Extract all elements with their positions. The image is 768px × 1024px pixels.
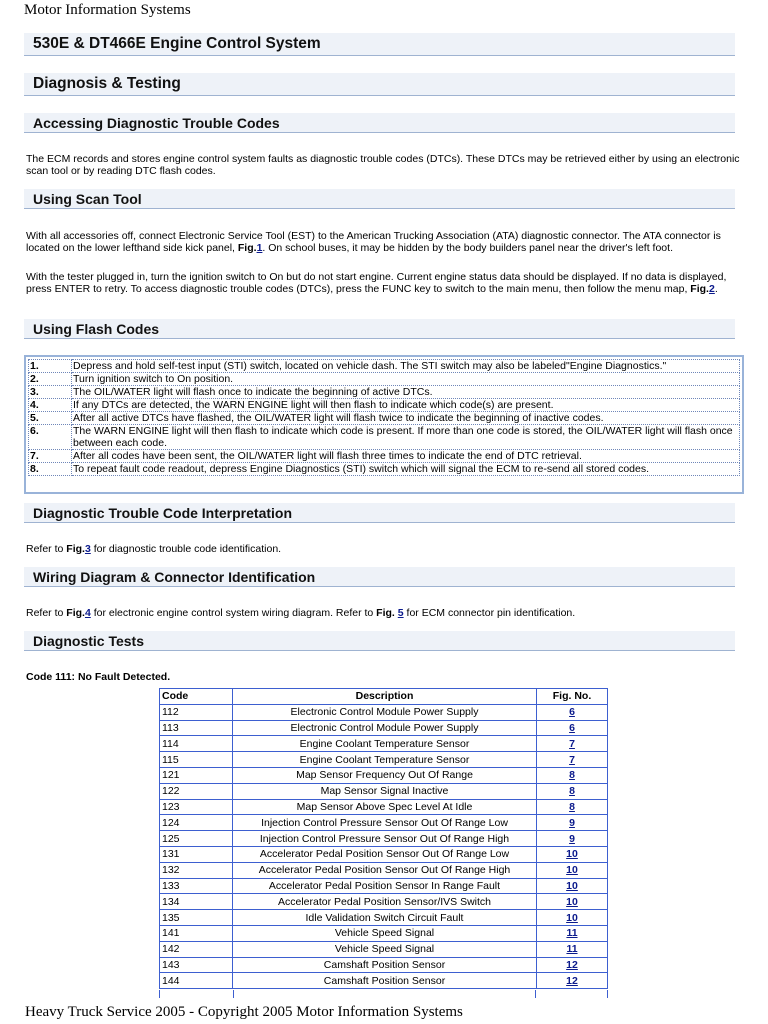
- scan-tool-text: .: [714, 283, 718, 295]
- step-row: [29, 399, 740, 412]
- fig-link[interactable]: 7: [569, 737, 575, 750]
- fig-3-link[interactable]: 3: [84, 543, 91, 555]
- table-row: [160, 799, 608, 815]
- step-row: [29, 425, 740, 450]
- accessing-heading: [24, 113, 735, 133]
- table-row: [160, 720, 608, 736]
- fig-ref: [238, 242, 263, 254]
- fig-link[interactable]: 11: [566, 943, 578, 956]
- steps-body: [29, 360, 740, 476]
- fig-link[interactable]: 9: [569, 832, 575, 845]
- description-cell: Camshaft Position Sensor: [233, 957, 537, 973]
- code-cell: 133: [160, 878, 233, 894]
- codes-header-row: [160, 689, 608, 705]
- fig-link[interactable]: 9: [569, 816, 575, 829]
- description-cell: Vehicle Speed Signal: [233, 941, 537, 957]
- fig-ref: [66, 543, 91, 555]
- table-row: [160, 862, 608, 878]
- table-row: [160, 767, 608, 783]
- description-cell: Engine Coolant Temperature Sensor: [233, 752, 537, 768]
- step-row: [29, 412, 740, 425]
- table-row: [160, 815, 608, 831]
- document-title-text: 530E & DT466E Engine Control System: [33, 35, 321, 52]
- flash-code-steps: [24, 355, 744, 494]
- fig-cell: [537, 925, 608, 941]
- scan-tool-paragraph-1: [26, 230, 742, 254]
- fig-cell: [537, 752, 608, 768]
- col-description: Description: [233, 689, 537, 705]
- fig-link[interactable]: 10: [566, 895, 578, 908]
- fig-link[interactable]: 10: [566, 864, 578, 877]
- interpretation-heading: [24, 503, 735, 523]
- step-number: 1.: [29, 360, 72, 373]
- fig-label: Fig.: [66, 543, 85, 555]
- fig-ref: [690, 283, 715, 295]
- fig-label: Fig.: [66, 607, 85, 619]
- code-cell: 123: [160, 799, 233, 815]
- table-row: [160, 878, 608, 894]
- fig-label: Fig.: [237, 242, 257, 254]
- code-cell: 135: [160, 910, 233, 926]
- diagnostic-tests-heading-text: Diagnostic Tests: [33, 632, 144, 649]
- fig-cell: [537, 894, 608, 910]
- table-row: [160, 925, 608, 941]
- interpretation-text: Refer to: [26, 543, 67, 555]
- wiring-paragraph: [26, 607, 742, 619]
- wiring-text: for electronic engine control system wiring diagram. Refer to: [90, 607, 377, 619]
- fig-link[interactable]: 11: [566, 927, 578, 940]
- fig-ref: [376, 607, 403, 619]
- col-code: Code: [160, 689, 233, 705]
- fig-ref: [66, 607, 91, 619]
- wiring-text: Refer to: [26, 607, 67, 619]
- code-cell: 124: [160, 815, 233, 831]
- step-row: [29, 373, 740, 386]
- description-cell: Map Sensor Frequency Out Of Range: [233, 767, 537, 783]
- table-row: [160, 973, 608, 989]
- document-title: [24, 33, 735, 56]
- scan-tool-text: With the tester plugged in, turn the ignition switch to On but do not start engine. Current engine status data should be displayed. If no data is displayed, press ENTER to retry. To access diagnostic trouble codes (DTCs), press the FUNC key to switch to the main menu, then follow the menu map,: [26, 271, 727, 295]
- scan-tool-paragraph-2: [26, 271, 742, 295]
- site-header: Motor Information Systems: [24, 2, 191, 18]
- table-row: [160, 783, 608, 799]
- section-heading: [24, 73, 735, 96]
- scan-tool-text: With all accessories off, connect Electronic Service Tool (EST) to the American Trucking Association (ATA) diagnostic connector. The ATA connector is located on the lower lefthand side kick panel,: [26, 230, 721, 254]
- fig-cell: [537, 846, 608, 862]
- step-number: 8.: [29, 463, 72, 476]
- description-cell: Vehicle Speed Signal: [233, 925, 537, 941]
- description-cell: Injection Control Pressure Sensor Out Of Range Low: [233, 815, 537, 831]
- code-cell: 113: [160, 720, 233, 736]
- code-cell: 134: [160, 894, 233, 910]
- fig-link[interactable]: 7: [569, 753, 575, 766]
- code-cell: 142: [160, 941, 233, 957]
- table-row: [160, 957, 608, 973]
- description-cell: Accelerator Pedal Position Sensor In Range Fault: [233, 878, 537, 894]
- accessing-heading-text: Accessing Diagnostic Trouble Codes: [33, 114, 280, 131]
- fig-link[interactable]: 6: [569, 706, 575, 719]
- description-cell: Map Sensor Signal Inactive: [233, 783, 537, 799]
- section-heading-text: Diagnosis & Testing: [33, 75, 181, 92]
- step-row: [29, 360, 740, 373]
- code-cell: 121: [160, 767, 233, 783]
- step-number: 4.: [29, 399, 72, 412]
- scan-tool-heading-text: Using Scan Tool: [33, 190, 142, 207]
- fig-5-link[interactable]: 5: [397, 607, 404, 619]
- codes-body: [160, 704, 608, 988]
- interpretation-heading-text: Diagnostic Trouble Code Interpretation: [33, 504, 293, 521]
- fig-cell: [537, 815, 608, 831]
- step-text: The WARN ENGINE light will then flash to indicate which code is present. If more than one code is stored, the OIL/WATER light will flash once between each code.: [72, 425, 740, 450]
- description-cell: Accelerator Pedal Position Sensor Out Of Range High: [233, 862, 537, 878]
- step-text: To repeat fault code readout, depress Engine Diagnostics (STI) switch which will signal the ECM to re-send all stored codes.: [72, 463, 740, 476]
- fig-cell: [537, 720, 608, 736]
- fig-cell: [537, 799, 608, 815]
- fig-link[interactable]: 10: [566, 848, 578, 861]
- description-cell: Electronic Control Module Power Supply: [233, 704, 537, 720]
- step-row: [29, 450, 740, 463]
- interpretation-text: for diagnostic trouble code identification.: [90, 543, 282, 555]
- step-text: Depress and hold self-test input (STI) switch, located on vehicle dash. The STI switch may also be labeled"Engine Diagnostics.": [72, 360, 740, 373]
- fig-cell: [537, 736, 608, 752]
- fig-label: Fig.: [690, 283, 709, 295]
- fig-link[interactable]: 8: [569, 769, 575, 782]
- table-row: [160, 910, 608, 926]
- step-number: 5.: [29, 412, 72, 425]
- code-cell: 141: [160, 925, 233, 941]
- table-row: [160, 894, 608, 910]
- fig-link[interactable]: 6: [569, 721, 575, 734]
- fig-cell: [537, 910, 608, 926]
- step-row: [29, 386, 740, 399]
- table-row: [160, 736, 608, 752]
- step-text: Turn ignition switch to On position.: [72, 373, 740, 386]
- table-row: [160, 704, 608, 720]
- table-row: [160, 752, 608, 768]
- accessing-paragraph: The ECM records and stores engine control system faults as diagnostic trouble codes (DTCs). These DTCs may be retrieved either by using an electronic scan tool or by reading DTC flash codes.: [26, 153, 740, 177]
- code-cell: 144: [160, 973, 233, 989]
- fig-label: Fig.: [376, 607, 398, 619]
- step-text: After all active DTCs have flashed, the OIL/WATER light will flash twice to indicate the beginning of inactive codes.: [72, 412, 740, 425]
- fig-cell: [537, 973, 608, 989]
- code-cell: 132: [160, 862, 233, 878]
- code-cell: 112: [160, 704, 233, 720]
- fig-2-link[interactable]: 2: [708, 283, 715, 295]
- description-cell: Idle Validation Switch Circuit Fault: [233, 910, 537, 926]
- code-cell: 125: [160, 831, 233, 847]
- table-row: [160, 831, 608, 847]
- description-cell: Engine Coolant Temperature Sensor: [233, 736, 537, 752]
- wiring-heading-text: Wiring Diagram & Connector Identification: [33, 568, 316, 585]
- fig-link[interactable]: 8: [569, 800, 575, 813]
- fig-cell: [537, 783, 608, 799]
- code-cell: 131: [160, 846, 233, 862]
- description-cell: Map Sensor Above Spec Level At Idle: [233, 799, 537, 815]
- page-footer: Heavy Truck Service 2005 - Copyright 2005 Motor Information Systems: [25, 1004, 463, 1020]
- table-row: [160, 846, 608, 862]
- fig-cell: [537, 862, 608, 878]
- steps-table: [28, 359, 740, 476]
- step-row: [29, 463, 740, 476]
- step-number: 3.: [29, 386, 72, 399]
- code-cell: 122: [160, 783, 233, 799]
- fig-1-link[interactable]: 1: [256, 242, 263, 254]
- fig-cell: [537, 878, 608, 894]
- diagnostic-tests-heading: [24, 631, 735, 651]
- description-cell: Camshaft Position Sensor: [233, 973, 537, 989]
- fig-cell: [537, 941, 608, 957]
- step-number: 6.: [29, 425, 72, 450]
- table-row: [160, 941, 608, 957]
- fig-cell: [537, 704, 608, 720]
- description-cell: Accelerator Pedal Position Sensor/IVS Switch: [233, 894, 537, 910]
- fig-cell: [537, 957, 608, 973]
- fig-link[interactable]: 12: [566, 974, 578, 987]
- description-cell: Accelerator Pedal Position Sensor Out Of Range Low: [233, 846, 537, 862]
- scan-tool-heading: [24, 189, 735, 209]
- step-number: 7.: [29, 450, 72, 463]
- interpretation-paragraph: [26, 543, 742, 555]
- codes-table-continuation: [159, 990, 608, 998]
- fig-cell: [537, 831, 608, 847]
- fig-4-link[interactable]: 4: [84, 607, 91, 619]
- fig-link[interactable]: 10: [566, 911, 578, 924]
- description-cell: Injection Control Pressure Sensor Out Of Range High: [233, 831, 537, 847]
- wiring-heading: [24, 567, 735, 587]
- flash-codes-heading-text: Using Flash Codes: [33, 320, 160, 337]
- col-fig-no: Fig. No.: [537, 689, 608, 705]
- fig-link[interactable]: 12: [566, 958, 578, 971]
- code-cell: 115: [160, 752, 233, 768]
- step-text: After all codes have been sent, the OIL/WATER light will flash three times to indicate the end of DTC retrieval.: [72, 450, 740, 463]
- description-cell: Electronic Control Module Power Supply: [233, 720, 537, 736]
- fig-link[interactable]: 10: [566, 879, 578, 892]
- scan-tool-text: . On school buses, it may be hidden by the body builders panel near the driver's left foot.: [262, 242, 673, 254]
- fig-link[interactable]: 8: [569, 785, 575, 798]
- code-cell: 143: [160, 957, 233, 973]
- wiring-text: for ECM connector pin identification.: [403, 607, 576, 619]
- flash-codes-heading: [24, 319, 735, 339]
- step-number: 2.: [29, 373, 72, 386]
- step-text: The OIL/WATER light will flash once to indicate the beginning of active DTCs.: [72, 386, 740, 399]
- fig-cell: [537, 767, 608, 783]
- code-cell: 114: [160, 736, 233, 752]
- code-111-note: Code 111: No Fault Detected.: [26, 671, 171, 683]
- step-text: If any DTCs are detected, the WARN ENGINE light will then flash to indicate which code(s) are present.: [72, 399, 740, 412]
- codes-table: [159, 688, 608, 989]
